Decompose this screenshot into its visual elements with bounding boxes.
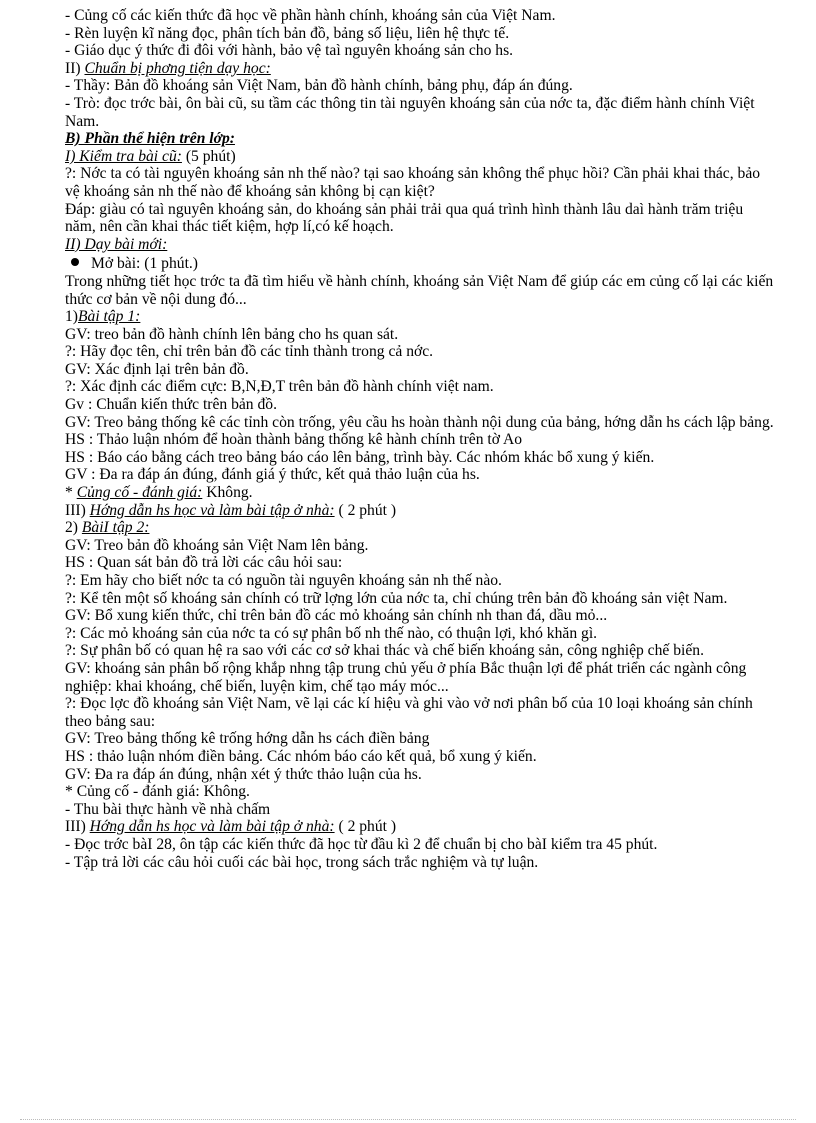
lesson-line: HS : Quan sát bản đồ trả lời các câu hỏi sau: (65, 554, 343, 572)
lesson-line: ?: Đọc lợc đồ khoáng sản Việt Nam, vẽ lại các kí hiệu và ghi vào vở nơi phân bố của 10 loại khoáng sản chính theo bảng sau: (65, 695, 753, 730)
homework-line: - Tập trả lời các câu hỏi cuối các bài học, trong sách trắc nghiệm và tự luận. (65, 853, 539, 871)
exercise-number: 2) (65, 519, 82, 537)
lesson-line: GV : Đa ra đáp án đúng, đánh giá ý thức, kết quả thảo luận của hs. (65, 466, 480, 484)
section-title: Chuẩn bị phơng tiện dạy học: (84, 59, 271, 77)
bullet-icon (71, 258, 79, 266)
prep-line: - Trò: đọc trớc bài, ôn bài cũ, su tầm các thông tin tài nguyên khoáng sản của nớc ta, đặc điểm hành chính Việt Nam. (65, 94, 755, 130)
lesson-line: GV: Treo bảng thống kê trống hớng dẫn hs cách điền bảng (65, 730, 430, 748)
section-heading: II) Dạy bài mới: (65, 235, 168, 253)
lesson-line: GV: treo bản đồ hành chính lên bảng cho hs quan sát. (65, 325, 399, 343)
lesson-line: ?: Em hãy cho biết nớc ta có nguồn tài nguyên khoáng sản nh thế nào. (65, 572, 502, 589)
page-bottom-rule (20, 1119, 796, 1120)
bullet-text: Mở bài: (1 phút.) (91, 255, 198, 273)
lesson-line: HS : thảo luận nhóm điền bảng. Các nhóm báo cáo kết quả, bổ xung ý kiến. (65, 747, 537, 765)
review-title: Củng cố - đánh giá: (76, 484, 203, 502)
lesson-line: GV: Xác định lại trên bản đồ. (65, 360, 249, 378)
objective-line: - Giáo dục ý thức đi đôi với hành, bảo vệ taì nguyên khoáng sản cho hs. (65, 42, 514, 60)
exercise-number: 1) (65, 308, 78, 326)
question-text: ?: Nớc ta có tài nguyên khoáng sản nh thế nào? tại sao khoáng sản không thể phục hồi? Cần phải khai thác, bảo vệ khoáng sản nh thế nào để khoáng sản không bị cạn kiệt? (65, 165, 761, 200)
intro-paragraph: Trong những tiết học trớc ta đã tìm hiểu về hành chính, khoáng sản Việt Nam để giúp các em củng cố lại các kiến thức cơ bản về nội dung đó... (65, 272, 774, 308)
bullet-item (65, 255, 777, 273)
review-line: * Củng cố - đánh giá: Không. (65, 783, 250, 801)
homework-number: III) (65, 501, 90, 519)
prep-line: - Thầy: Bản đồ khoáng sản Việt Nam, bản đồ hành chính, bảng phụ, đáp án đúng. (65, 77, 573, 95)
homework-line: - Đọc trớc bàI 28, ôn tập các kiến thức đã học từ đầu kì 2 để chuẩn bị cho bàI kiểm tra 45 phút. (65, 835, 658, 853)
homework-title: Hớng dẫn hs học và làm bài tập ở nhà: (89, 818, 335, 836)
lesson-line: ?: Hãy đọc tên, chỉ trên bản đồ các tỉnh thành trong cả nớc. (65, 343, 434, 361)
review-value: Không. (202, 484, 253, 502)
review-line (65, 484, 777, 502)
collect-line: - Thu bài thực hành về nhà chấm (65, 800, 271, 818)
lesson-line: ?: Sự phân bố có quan hệ ra sao với các cơ sở khai thác và chế biến khoáng sản, công nghiệp chế biến. (65, 642, 704, 660)
lesson-line: ?: Kể tên một số khoáng sản chính có trữ lợng lớn của nớc ta, chỉ chúng trên bản đồ khoáng sản việt Nam. (65, 589, 728, 607)
lesson-line: ?: Xác định các điểm cực: B,N,Đ,T trên bản đồ hành chính việt nam. (65, 378, 494, 396)
lesson-line: ?: Các mỏ khoáng sản của nớc ta có sự phân bố nh thế nào, có thuận lợi, khó khăn gì. (65, 624, 598, 642)
review-star: * (65, 484, 77, 502)
homework-number: III) (65, 818, 90, 836)
section-heading (65, 60, 777, 78)
lesson-line: GV: Treo bảng thống kê các tỉnh còn trống, yêu cầu hs hoàn thành nội dung của bảng, hớng dẫn hs cách lập bảng. (65, 413, 774, 431)
section-title: I) Kiểm tra bài cũ: (65, 147, 182, 165)
lesson-line: GV: khoáng sản phân bố rộng khắp nhng tập trung chủ yếu ở phía Bắc thuận lợi để phát triển các ngành công nghiệp: khai khoáng, chế biến, luyện kim, chế tạo máy móc... (65, 659, 747, 695)
objective-line: - Củng cố các kiến thức đã học về phần hành chính, khoáng sản của Việt Nam. (65, 7, 556, 24)
objective-line: - Rèn luyện kĩ năng đọc, phân tích bản đồ, bảng số liệu, liên hệ thực tế. (65, 24, 510, 42)
exercise-heading (65, 308, 777, 326)
section-heading (65, 148, 777, 166)
lesson-line: HS : Báo cáo bằng cách treo bảng báo cáo lên bảng, trình bày. Các nhóm khác bổ xung ý kiến. (65, 448, 655, 466)
exercise-heading (65, 519, 777, 537)
lesson-line: Gv : Chuẩn kiến thức trên bản đồ. (65, 396, 277, 414)
lesson-line: HS : Thảo luận nhóm để hoàn thành bảng thống kê hành chính trên tờ Ao (65, 431, 523, 449)
homework-time: ( 2 phút ) (334, 818, 397, 836)
part-heading: B) Phần thể hiện trên lớp: (65, 130, 235, 148)
section-number: II) (65, 59, 85, 77)
lesson-line: GV: Treo bản đồ khoáng sản Việt Nam lên bảng. (65, 536, 369, 554)
answer-text: Đáp: giàu có taì nguyên khoáng sản, do khoáng sản phải trải qua quá trình hình thành lâu daì hành trăm triệu năm, nên cần khai thác tiết kiệm, hợp lí,có kế hoạch. (65, 200, 744, 236)
lesson-line: GV: Bổ xung kiến thức, chỉ trên bản đồ các mỏ khoáng sản chính nh than đá, dầu mỏ... (65, 607, 608, 625)
lesson-line: GV: Đa ra đáp án đúng, nhận xét ý thức thảo luận của hs. (65, 765, 422, 783)
homework-heading (65, 502, 777, 520)
homework-time: ( 2 phút ) (334, 501, 397, 519)
exercise-title: Bài tập 1: (78, 308, 141, 326)
exercise-title: BàiI tập 2: (81, 519, 150, 537)
section-time: (5 phút) (181, 147, 236, 165)
homework-heading (65, 818, 777, 836)
homework-title: Hớng dẫn hs học và làm bài tập ở nhà: (89, 501, 335, 519)
document-body (65, 7, 777, 871)
